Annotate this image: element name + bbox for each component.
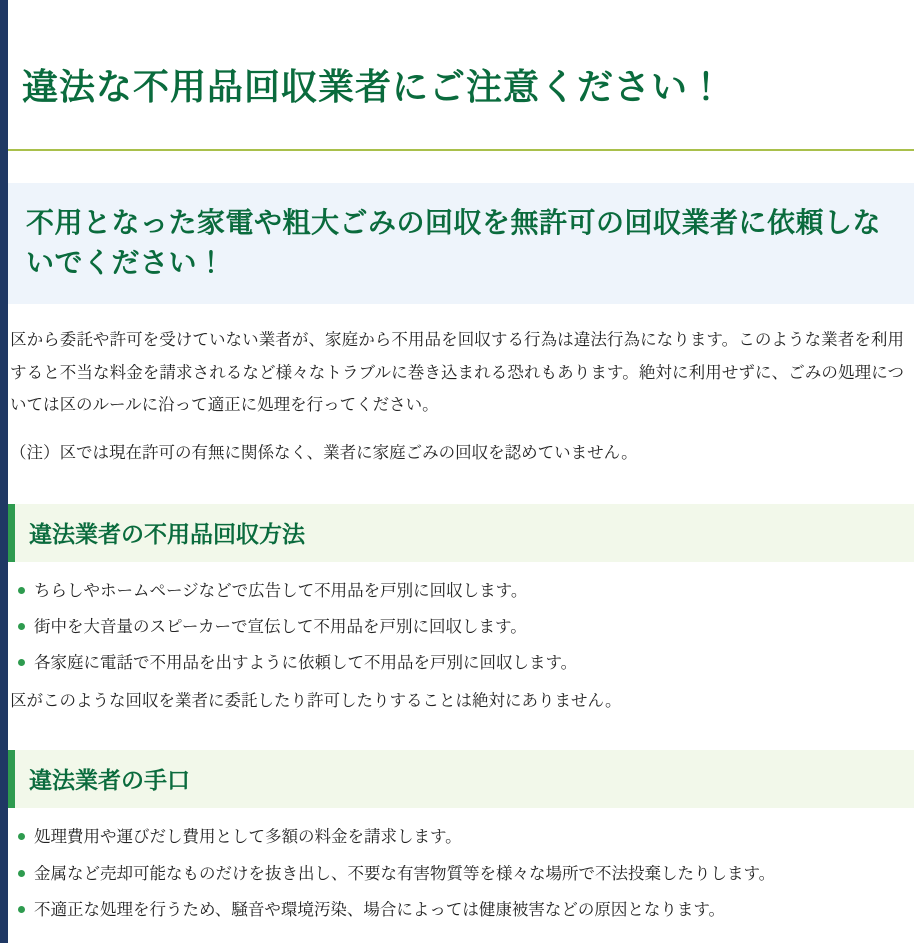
list-item: 金属など売却可能なものだけを抜き出し、不要な有害物質等を様々な場所で不法投棄したりします。 xyxy=(16,861,914,887)
title-divider xyxy=(8,149,914,151)
list-item: ちらしやホームページなどで広告して不用品を戸別に回収します。 xyxy=(16,578,914,604)
list-item: 街中を大音量のスピーカーで宣伝して不用品を戸別に回収します。 xyxy=(16,614,914,640)
page-title: 違法な不用品回収業者にご注意ください！ xyxy=(22,66,726,108)
section-heading: 違法業者の手口 xyxy=(8,750,914,808)
lead-heading: 不用となった家電や粗大ごみの回収を無許可の回収業者に依頼しないでください！ xyxy=(26,206,882,278)
lead-note: （注）区では現在許可の有無に関係なく、業者に家庭ごみの回収を認めていません。 xyxy=(10,444,638,463)
bullet-list xyxy=(8,824,914,923)
section-heading: 違法業者の不用品回収方法 xyxy=(8,504,914,562)
section-illegal-collection-methods xyxy=(8,504,914,717)
lead-callout xyxy=(8,183,914,305)
list-item: 各家庭に電話で不用品を出すように依頼して不用品を戸別に回収します。 xyxy=(16,650,914,676)
bullet-list xyxy=(8,578,914,677)
list-item: 不適正な処理を行うため、騒音や環境汚染、場合によっては健康被害などの原因となります。 xyxy=(16,897,914,923)
list-item: 処理費用や運びだし費用として多額の料金を請求します。 xyxy=(16,824,914,850)
lead-paragraph: 区から委託や許可を受けていない業者が、家庭から不用品を回収する行為は違法行為になります。このような業者を利用すると不当な料金を請求されるなど様々なトラブルに巻き込まれる恐れもあります。絶対に利用せずに、ごみの処理については区のルールに沿って適正に処理を行ってください。 xyxy=(10,331,904,414)
left-edge-bar xyxy=(0,0,8,943)
section-note: 区がこのような回収を業者に委託したり許可したりすることは絶対にありません。 xyxy=(10,691,622,710)
page-content xyxy=(8,0,914,943)
section-illegal-tactics xyxy=(8,750,914,923)
